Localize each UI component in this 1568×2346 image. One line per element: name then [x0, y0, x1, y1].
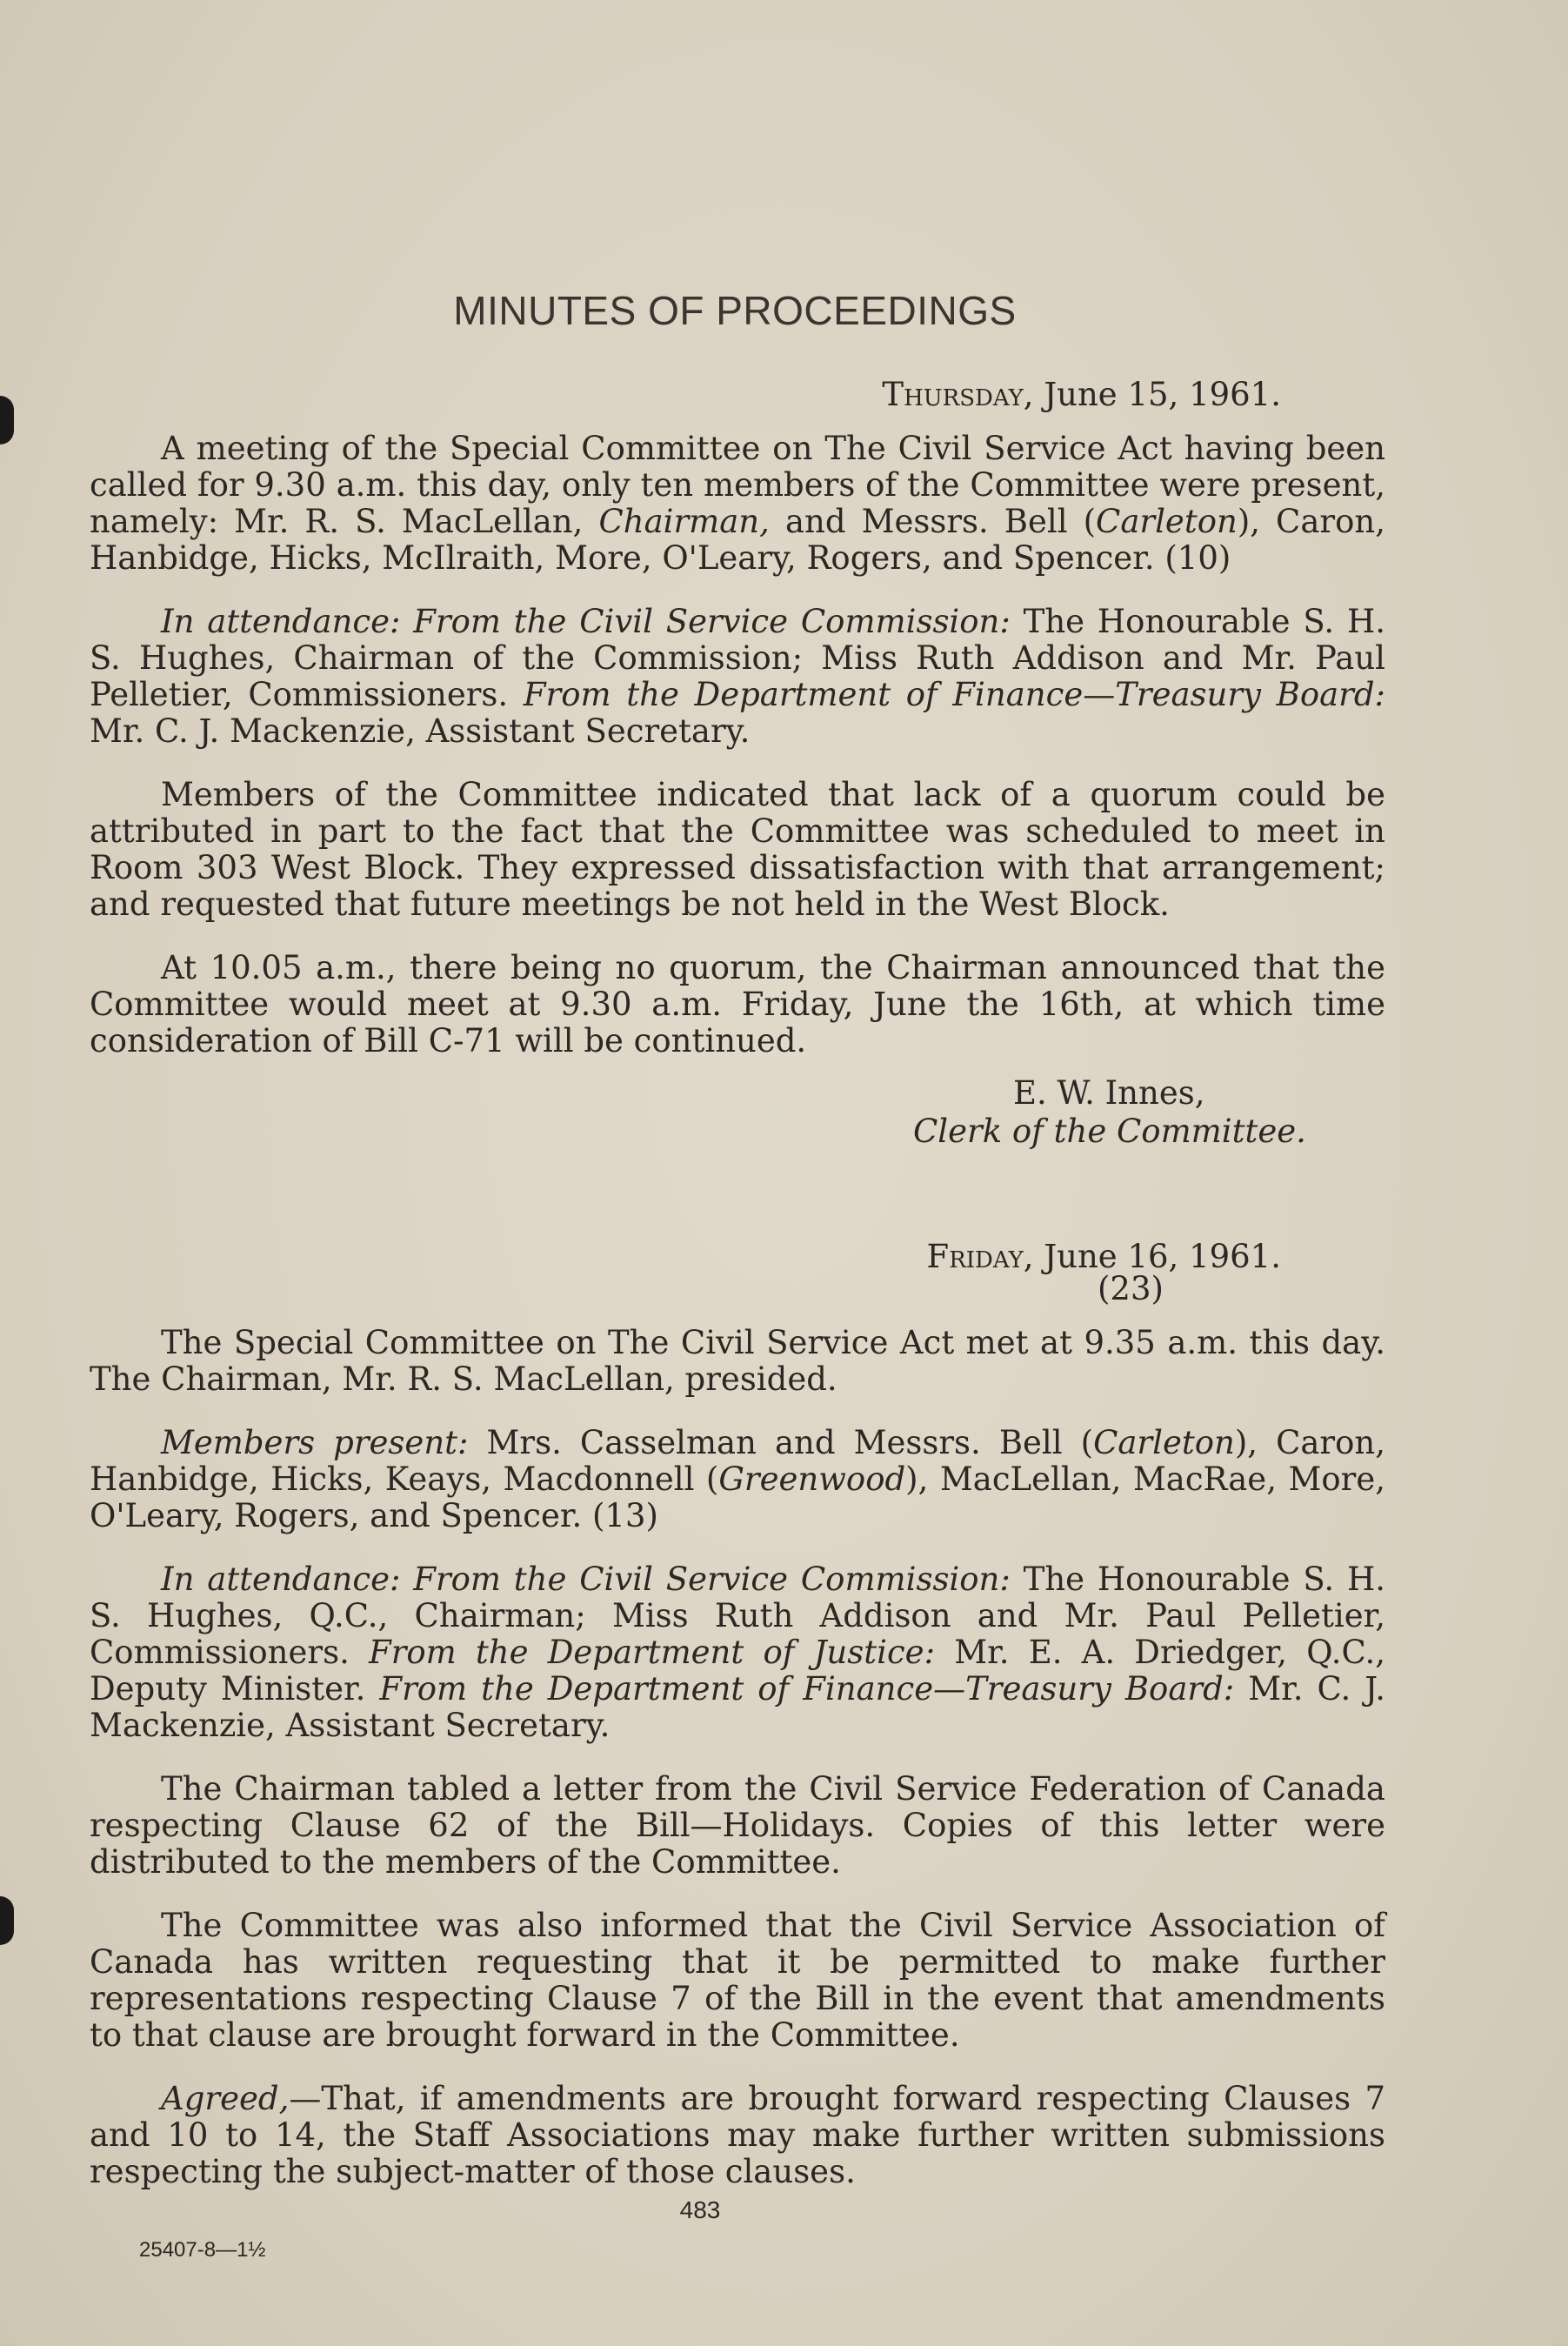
paragraph [90, 1425, 1385, 1534]
text-run: A meeting of the Special Committee on The Civil Service Act having been called for 9.30 a.m. this day, only ten members of the Committee were present, namely: Mr. R. S. MacLellan, [90, 430, 1385, 540]
text-run: ), Caron, Hanbidge, Hicks, Keays, Macdonnell ( [90, 1424, 1385, 1498]
italic-run: From the Department of Justice: [369, 1634, 936, 1671]
meeting-date: June 15, 1961. [1044, 376, 1281, 413]
paragraph: Members of the Committee indicated that lack of a quorum could be attributed in part to the fact that the Committee was scheduled to meet in Room 303 West Block. They expressed dissatisfaction with that arrangement; and requested that future meetings be not held in the West Block. [90, 776, 1385, 923]
italic-run: From the Department of Finance—Treasury Board: [523, 676, 1385, 713]
weekday: Thursday, [882, 376, 1034, 413]
text-run: The Honourable S. H. S. Hughes, Chairman of the Commission; Miss Ruth Addison and Mr. Paul Pelletier, Commissioners. [90, 603, 1385, 713]
paragraph [90, 1561, 1385, 1744]
italic-run: Members present: [161, 1424, 469, 1461]
punch-hole-mark [0, 1896, 14, 1945]
weekday: Friday, [926, 1238, 1034, 1275]
meeting2-body [90, 1325, 1385, 2217]
italic-run: Carleton [1096, 503, 1238, 540]
italic-run: From the Department of Finance—Treasury Board: [379, 1670, 1235, 1708]
text-run: Mr. C. J. Mackenzie, Assistant Secretary. [90, 1670, 1385, 1744]
italic-run: Chairman, [598, 503, 770, 540]
paragraph [90, 604, 1385, 750]
paragraph: At 10.05 a.m., there being no quorum, the Chairman announced that the Committee would meet at 9.30 a.m. Friday, June the 16th, at which time consideration of Bill C-71 will be continued. [90, 949, 1385, 1059]
text-run: Mrs. Casselman and Messrs. Bell ( [486, 1424, 1094, 1461]
meeting-number: (23) [1098, 1270, 1164, 1307]
text-run: Mr. E. A. Driedger, Q.C., Deputy Minister. [90, 1634, 1385, 1708]
italic-run: In attendance: From the Civil Service Commission: [161, 603, 1011, 640]
text-run: ), MacLellan, MacRae, More, O'Leary, Rogers, and Spencer. (13) [90, 1460, 1386, 1534]
dateline-thursday [882, 376, 1281, 413]
italic-run: In attendance: From the Civil Service Commission: [161, 1561, 1011, 1598]
meeting1-body [90, 431, 1385, 1086]
signature-block [913, 1074, 1306, 1151]
paragraph [90, 2081, 1385, 2190]
italic-run: Carleton [1093, 1424, 1235, 1461]
print-code: 25407-8—1½ [139, 2238, 266, 2262]
page-title: MINUTES OF PROCEEDINGS [453, 288, 1017, 333]
clerk-title: Clerk of the Committee. [913, 1113, 1306, 1150]
italic-run: Greenwood [718, 1460, 906, 1498]
paragraph: The Special Committee on The Civil Service Act met at 9.35 a.m. this day. The Chairman, Mr. R. S. MacLellan, presided. [90, 1324, 1385, 1398]
text-run: Mr. C. J. Mackenzie, Assistant Secretary. [90, 712, 751, 750]
italic-run: Agreed, [161, 2080, 290, 2117]
paragraph [90, 431, 1385, 577]
page-number: 483 [679, 2196, 721, 2223]
text-run: —That, if amendments are brought forward respecting Clauses 7 and 10 to 14, the Staff Associations may make further written submissions respecting the subject-matter of those clauses. [90, 2080, 1385, 2190]
punch-hole-mark [0, 396, 14, 444]
text-run: The Honourable S. H. S. Hughes, Q.C., Chairman; Miss Ruth Addison and Mr. Paul Pelletier, Commissioners. [90, 1561, 1385, 1671]
meeting-date: June 16, 1961. [1044, 1238, 1281, 1275]
text-run: and Messrs. Bell ( [784, 503, 1097, 540]
paragraph: The Chairman tabled a letter from the Civil Service Federation of Canada respecting Clause 62 of the Bill—Holidays. Copies of this letter were distributed to the members of the Committee. [90, 1770, 1385, 1881]
clerk-name: E. W. Innes, [1013, 1074, 1205, 1112]
text-run: ), Caron, Hanbidge, Hicks, McIlraith, More, O'Leary, Rogers, and Spencer. (10) [90, 503, 1385, 577]
paragraph: The Committee was also informed that the Civil Service Association of Canada has written requesting that it be permitted to make further representations respecting Clause 7 of the Bill in the event that amendments to that clause are brought forward in the Committee. [90, 1907, 1385, 2054]
